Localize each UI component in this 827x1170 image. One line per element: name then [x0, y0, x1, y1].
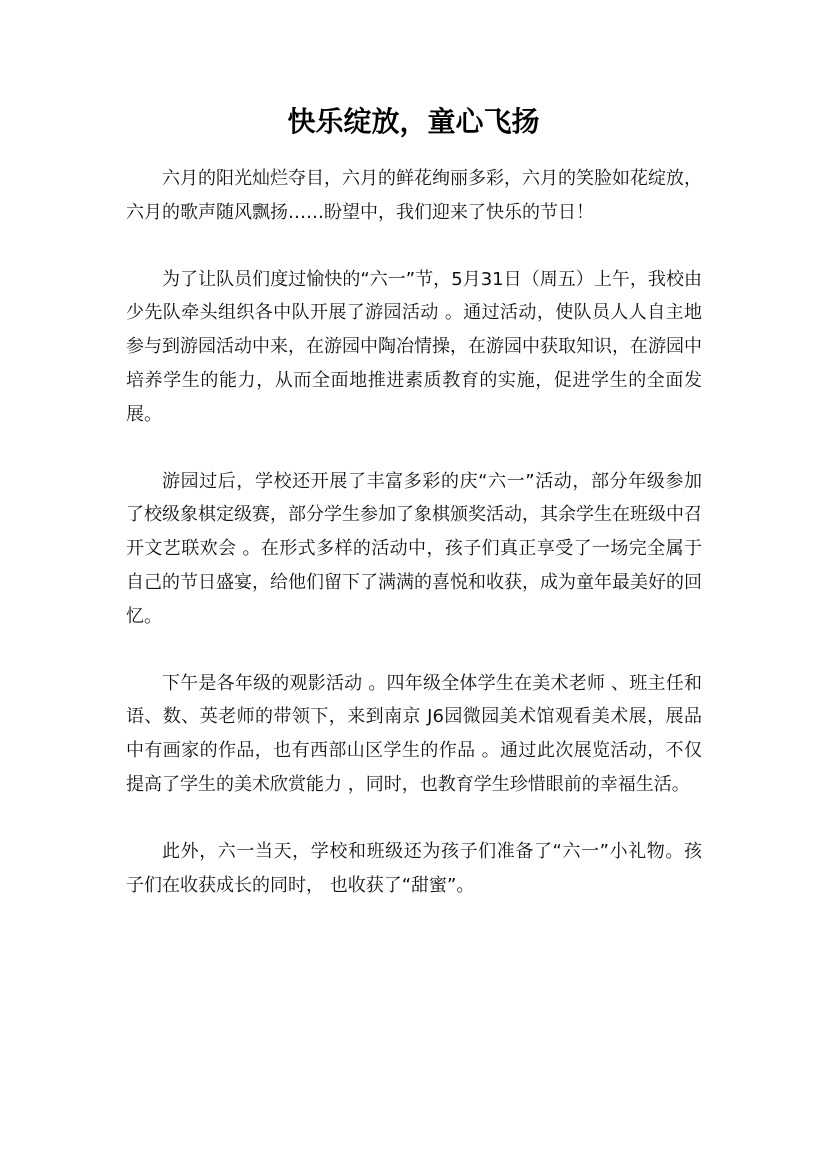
document-title: 快乐绽放，童心飞扬	[287, 105, 540, 138]
paragraph-4: 下午是各年级的观影活动 。四年级全体学生在美术老师 、班主任和语、数、英老师的带领下，来到南京 J6园微园美术馆观看美术展，展品中有画家的作品，也有西部山区学生的作品 。通过此次展览活动，不仅提高了学生的美术欣赏能力 ，同时，也教育学生珍惜眼前的幸福生活。	[126, 672, 702, 795]
paragraph-2: 为了让队员们度过愉快的“六一”节，5月31日（周五）上午，我校由少先队牵头组织各中队开展了游园活动 。通过活动，使队员人人自主地参与到游园活动中来，在游园中陶冶情操，在游园中获取知识，在游园中培养学生的能力，从而全面地推进素质教育的实施，促进学生的全面发展。	[126, 268, 702, 425]
paragraph-1: 六月的阳光灿烂夺目，六月的鲜花绚丽多彩，六月的笑脸如花绽放，六月的歌声随风飘扬……盼望中，我们迎来了快乐的节日！	[126, 168, 702, 223]
paragraph-5: 此外，六一当天，学校和班级还为孩子们准备了“六一”小礼物。孩子们在收获成长的同时， 也收获了“甜蜜”。	[126, 840, 702, 896]
document-body	[126, 162, 702, 902]
paragraph-3: 游园过后，学校还开展了丰富多彩的庆“六一”活动，部分年级参加了校级象棋定级赛，部分学生参加了象棋颁奖活动，其余学生在班级中召开文艺联欢会 。在形式多样的活动中，孩子们真正享受了一场完全属于自己的节日盛宴，给他们留下了满满的喜悦和收获，成为童年最美好的回忆。	[126, 470, 702, 627]
